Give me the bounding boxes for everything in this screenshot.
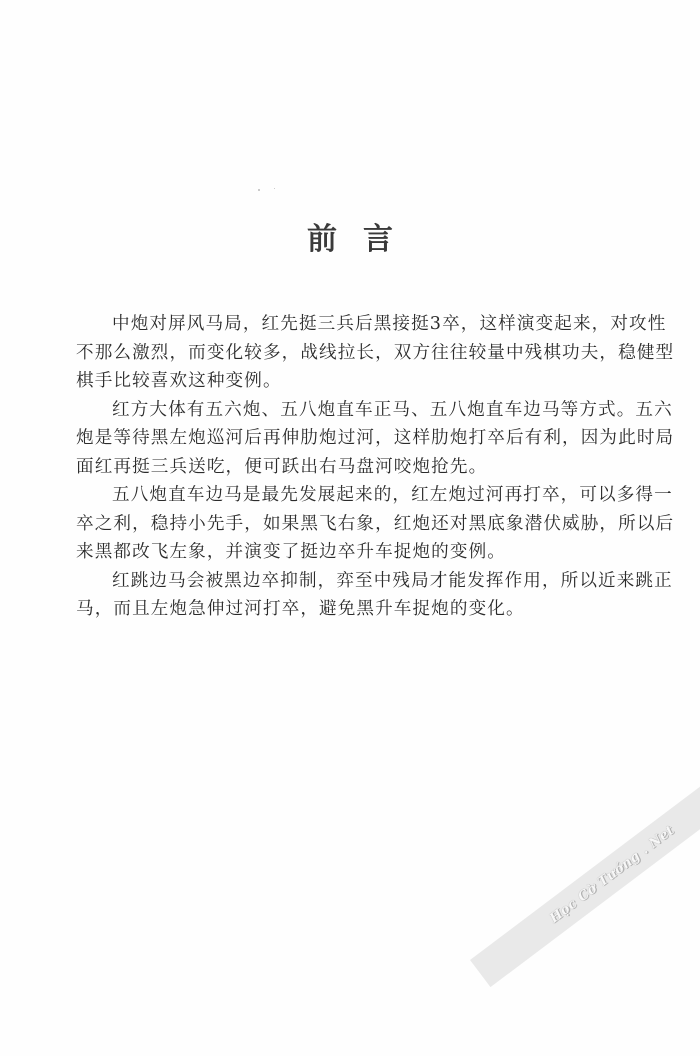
- page-title: 前言: [307, 222, 419, 257]
- paragraph-4-line-2: 马，而且左炮急伸过河打卒，避免黑升车捉炮的变化。: [76, 599, 525, 619]
- watermark-text: Học Cờ Tướng . Net: [546, 822, 678, 927]
- paragraph-2-line-3: 面红再挺三兵送吃，便可跃出右马盘河咬炮抢先。: [76, 456, 488, 477]
- paragraph-3-line-2: 卒之利，稳持小先手，如果黑飞右象，红炮还对黑底象潜伏威胁，所以后: [76, 513, 675, 534]
- paragraph-4-line-1: 红跳边马会被黑边卒抑制，弈至中残局才能发挥作用，所以近来跳正: [112, 570, 673, 591]
- paragraph-1-line-2: 不那么激烈，而变化较多，战线拉长，双方往往较量中残棋功夫，稳健型: [76, 342, 675, 363]
- paragraph-3-line-3: 来黑都改飞左象，并演变了挺边卒升车捉炮的变例。: [76, 542, 506, 562]
- paragraph-1-line-1: 中炮对屏风马局，红先挺三兵后黑接挺3卒，这样演变起来，对攻性: [112, 314, 667, 334]
- paragraph-2-line-1: 红方大体有五六炮、五八炮直车正马、五八炮直车边马等方式。五六: [112, 399, 673, 420]
- scan-speck: [258, 189, 260, 191]
- preface-body: [76, 310, 675, 624]
- watermark-banner: [470, 761, 700, 987]
- paragraph-2-line-2: 炮是等待黑左炮巡河后再伸肋炮过河，这样肋炮打卒后有利，因为此时局: [76, 428, 675, 448]
- paragraph-1-line-3: 棋手比较喜欢这种变例。: [76, 371, 282, 391]
- scan-speck: [274, 188, 275, 189]
- paragraph-3-line-1: 五八炮直车边马是最先发展起来的，红左炮过河再打卒，可以多得一: [112, 485, 673, 505]
